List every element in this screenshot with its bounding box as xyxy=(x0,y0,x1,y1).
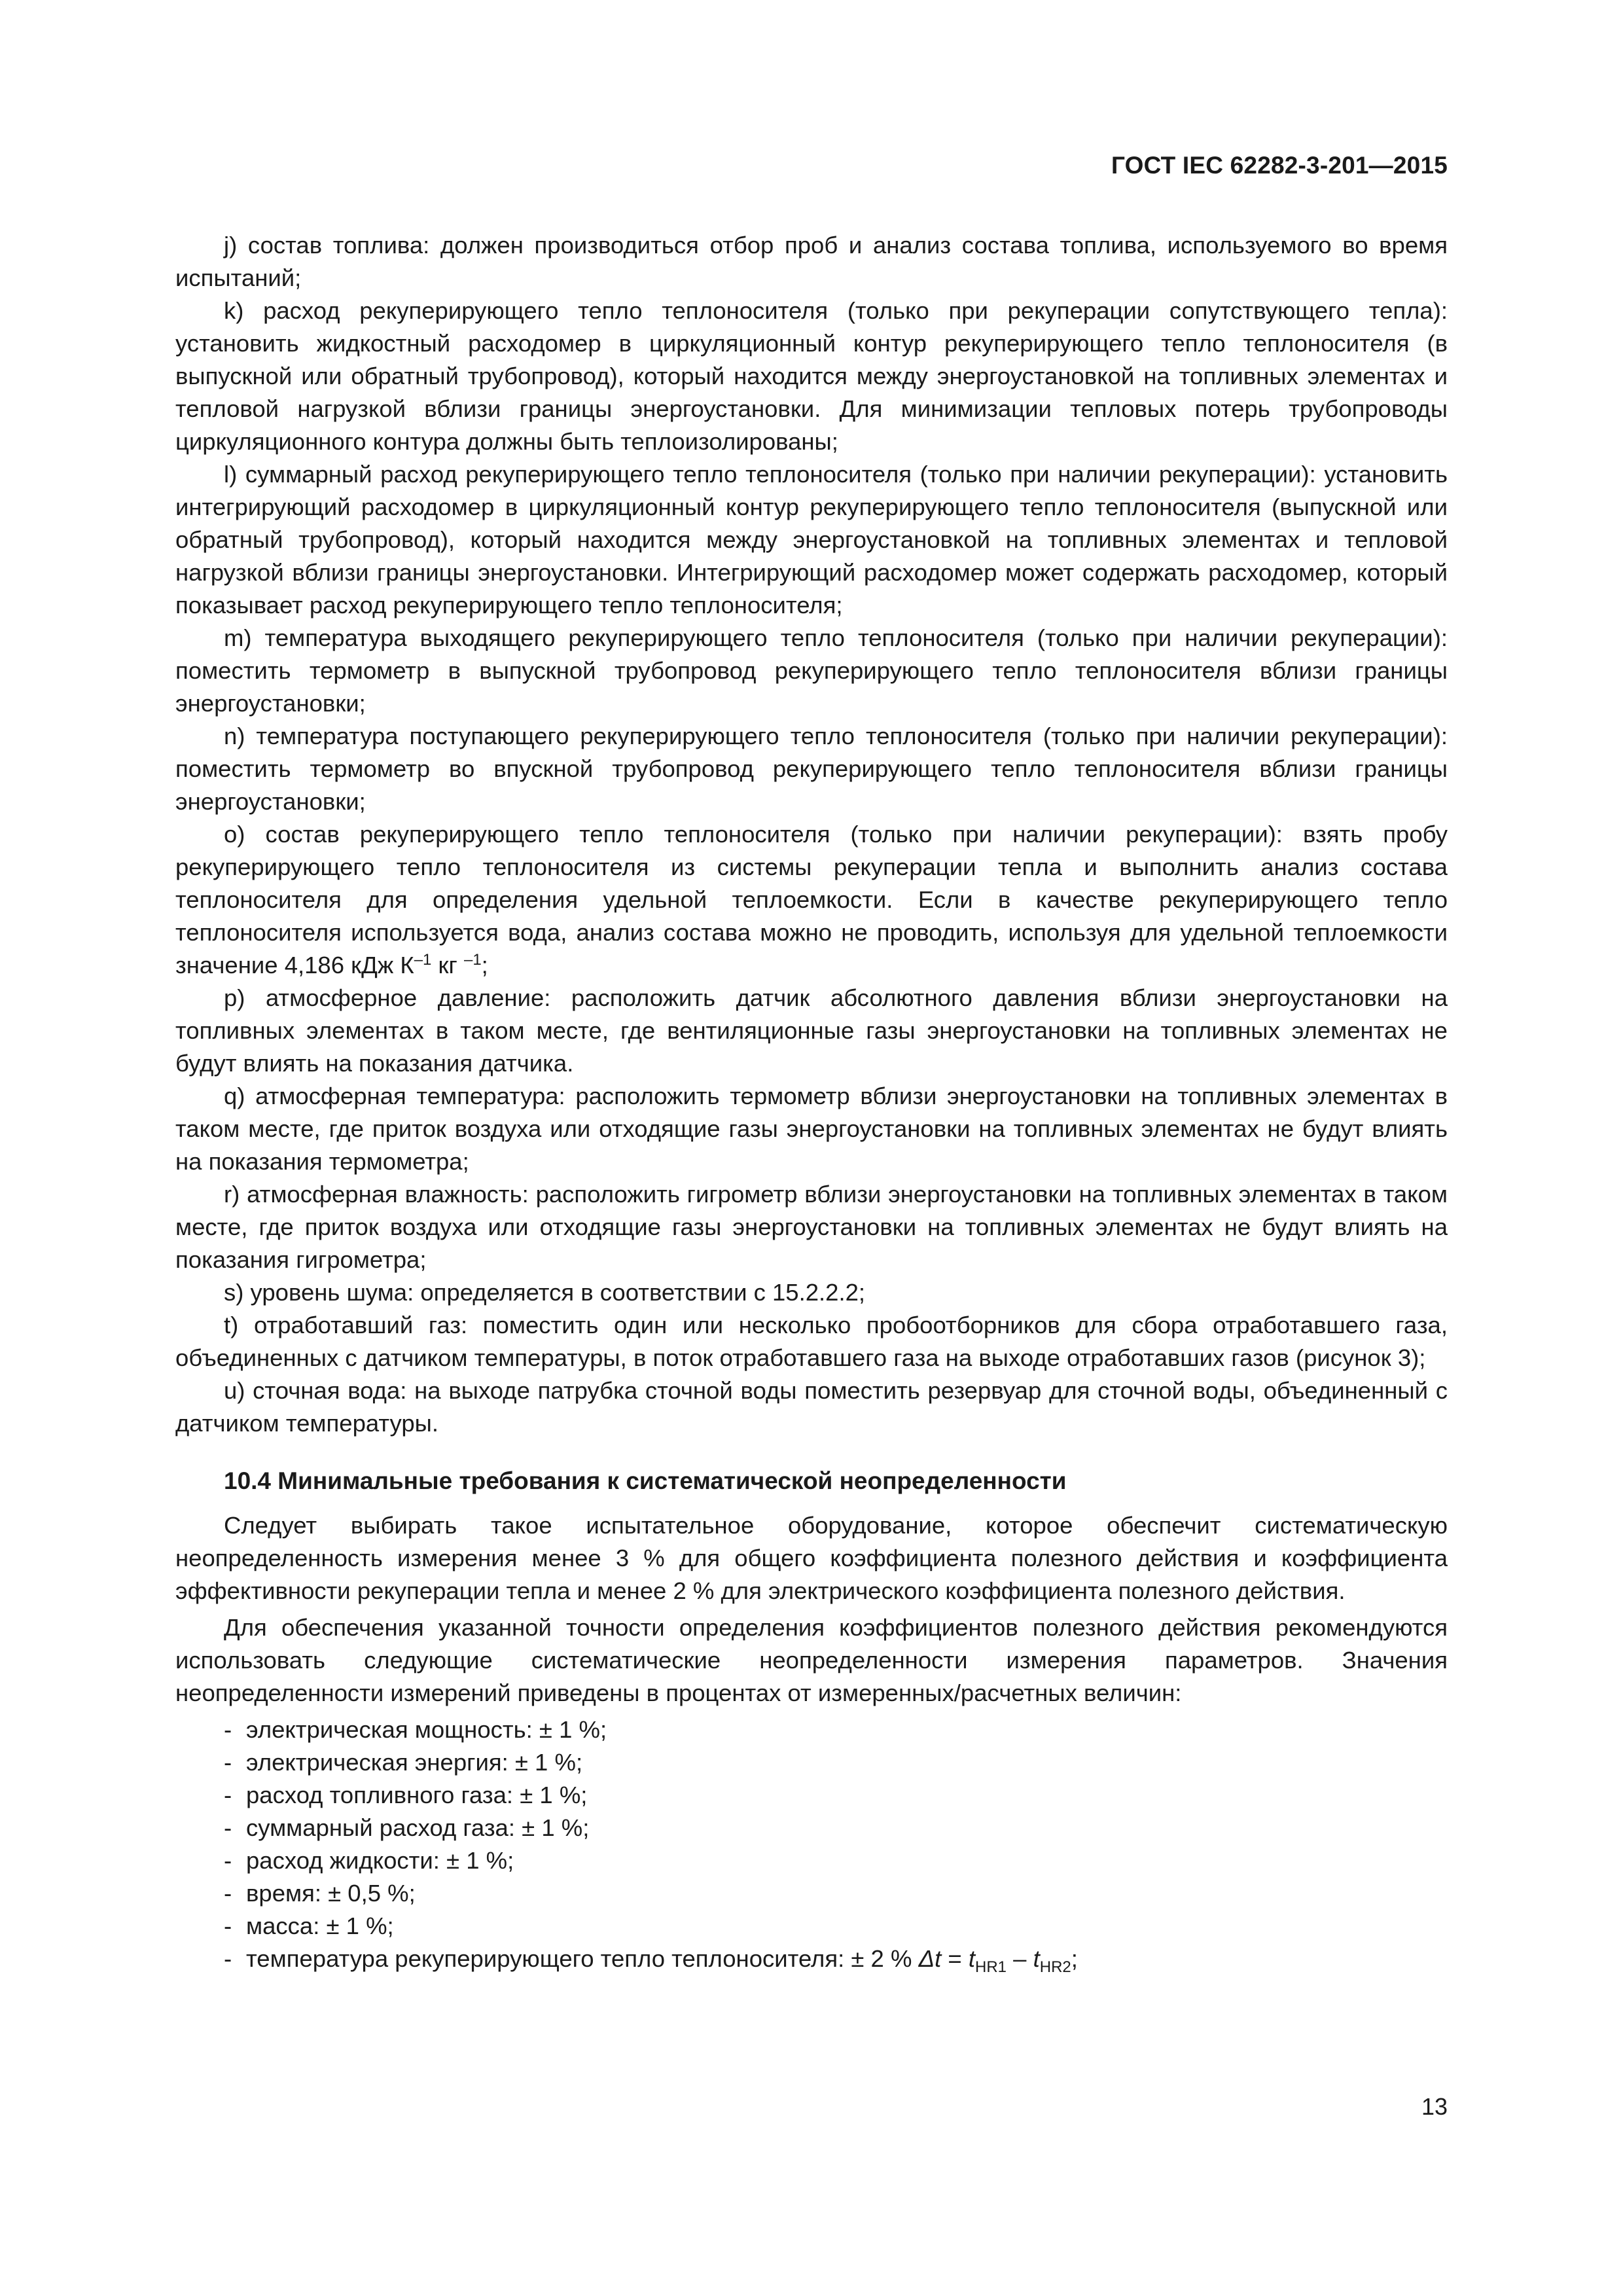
list-item-l: l) суммарный расход рекуперирующего тепло теплоносителя (только при наличии рекуперации): установить интегрирующий расходомер в циркуляционный контур рекуперирующего тепло теплоносителя (выпускной или обратный трубопровод), который находится между энергоустановкой на топливных элементах и тепловой нагрузкой вблизи границы энергоустановки. Интегрирующий расходомер может содержать расходомер, который показывает расход рекуперирующего тепло теплоносителя; xyxy=(175,461,1448,619)
list-item-p: р) атмосферное давление: расположить датчик абсолютного давления вблизи энергоустановки на топливных элементах в таком месте, где вентиляционные газы энергоустановки на топливных элементах не будут влиять на показания датчика. xyxy=(175,984,1448,1077)
list-item: - расход топливного газа: ± 1 %; xyxy=(224,1779,1448,1812)
item-o-text: о) состав рекуперирующего тепло теплоносителя (только при наличии рекуперации): взять пробу рекуперирующего тепло теплоносителя из системы рекуперации тепла и выполнить анализ состава теплоносителя для определения удельной теплоемкости. Если в качестве рекуперирующего тепло теплоносителя используется вода, анализ состава можно не проводить, используя для удельной теплоемкости значение 4,186 кДж К xyxy=(175,821,1448,978)
dash-marker: - xyxy=(224,1814,232,1841)
section-title: 10.4 Минимальные требования к систематической неопределенности xyxy=(224,1467,1067,1494)
list-item-u: u) сточная вода: на выходе патрубка сточной воды поместить резервуар для сточной воды, объединенный с датчиком температуры. xyxy=(175,1377,1448,1437)
standard-header: ГОСТ IEC 62282-3-201—2015 xyxy=(1111,152,1448,179)
dash-marker: - xyxy=(224,1749,232,1776)
dash-marker: - xyxy=(224,1782,232,1808)
delta-t: Δt xyxy=(918,1945,942,1972)
dash-marker: - xyxy=(224,1880,232,1907)
section-paragraph-2: Для обеспечения указанной точности определения коэффициентов полезного действия рекомендуются использовать следующие систематические неопределенности измерения параметров. Значения неопределенности измерений приведены в процентах от измеренных/расчетных величин: xyxy=(175,1614,1448,1706)
list-item: - электрическая мощность: ± 1 %; xyxy=(224,1713,1448,1746)
item-o-unit: кг xyxy=(431,952,464,978)
t-hr2: t xyxy=(1033,1945,1040,1972)
list-item: - масса: ± 1 %; xyxy=(224,1910,1448,1943)
list-item-n: n) температура поступающего рекуперирующего тепло теплоносителя (только при наличии рекуперации): поместить термометр во впускной трубопровод рекуперирующего тепло теплоносителя вблизи границы энергоустановки; xyxy=(175,723,1448,815)
list-item-s: s) уровень шума: определяется в соответствии с 15.2.2.2; xyxy=(224,1279,866,1306)
item-o-end: ; xyxy=(481,952,488,978)
dash-marker: - xyxy=(224,1716,232,1743)
list-item-o xyxy=(175,818,1448,982)
list-item: - расход жидкости: ± 1 %; xyxy=(224,1844,1448,1877)
uncertainty-list xyxy=(175,1713,1448,1975)
list-item-q: q) атмосферная температура: расположить термометр вблизи энергоустановки на топливных элементах в таком месте, где приток воздуха или отходящие газы энергоустановки на топливных элементах не будут влиять на показания термометра; xyxy=(175,1083,1448,1175)
list-item-k: k) расход рекуперирующего тепло теплоносителя (только при рекуперации сопутствующего тепла): установить жидкостный расходомер в циркуляционный контур рекуперирующего тепло теплоносителя (в выпускной или обратный трубопровод), который находится между энергоустановкой на топливных элементах и тепловой нагрузкой вблизи границы энергоустановки. Для минимизации тепловых потерь трубопроводы циркуляционного контура должны быть теплоизолированы; xyxy=(175,297,1448,455)
list-item-m: m) температура выходящего рекуперирующего тепло теплоносителя (только при наличии рекуперации): поместить термометр в выпускной трубопровод рекуперирующего тепло теплоносителя вблизи границы энергоустановки; xyxy=(175,624,1448,717)
list-item: - время: ± 0,5 %; xyxy=(224,1877,1448,1910)
list-item: - электрическая энергия: ± 1 %; xyxy=(224,1746,1448,1779)
dash-marker: - xyxy=(224,1847,232,1874)
dash-marker: - xyxy=(224,1945,232,1972)
item-o-exponent-1: –1 xyxy=(414,951,432,969)
section-paragraph-1: Следует выбирать такое испытательное оборудование, которое обеспечит систематическую неопределенность измерения менее 3 % для общего коэффициента полезного действия и коэффициента эффективности рекуперации тепла и менее 2 % для электрического коэффициента полезного действия. xyxy=(175,1512,1448,1604)
list-item: - суммарный расход газа: ± 1 %; xyxy=(224,1812,1448,1844)
page-number: 13 xyxy=(1421,2093,1448,2120)
item-o-exponent-2: –1 xyxy=(463,951,482,969)
list-item-temperature: - температура рекуперирующего тепло теплоносителя: ± 2 % $\Delta t = t_{HR1} - t_{HR2}$; xyxy=(224,1943,1448,1975)
dash-marker: - xyxy=(224,1912,232,1939)
list-item-j: j) состав топлива: должен производиться отбор проб и анализ состава топлива, используемого во время испытаний; xyxy=(175,232,1448,291)
list-item-t: t) отработавший газ: поместить один или несколько пробоотборников для сбора отработавшего газа, объединенных с датчиком температуры, в поток отработавшего газа на выходе отработавших газов (рисунок 3); xyxy=(175,1312,1448,1371)
t-hr1: t xyxy=(968,1945,975,1972)
list-item-r: r) атмосферная влажность: расположить гигрометр вблизи энергоустановки на топливных элементах в таком месте, где приток воздуха или отходящие газы энергоустановки на топливных элементах не будут влиять на показания гигрометра; xyxy=(175,1181,1448,1273)
document-body xyxy=(175,229,1448,1975)
